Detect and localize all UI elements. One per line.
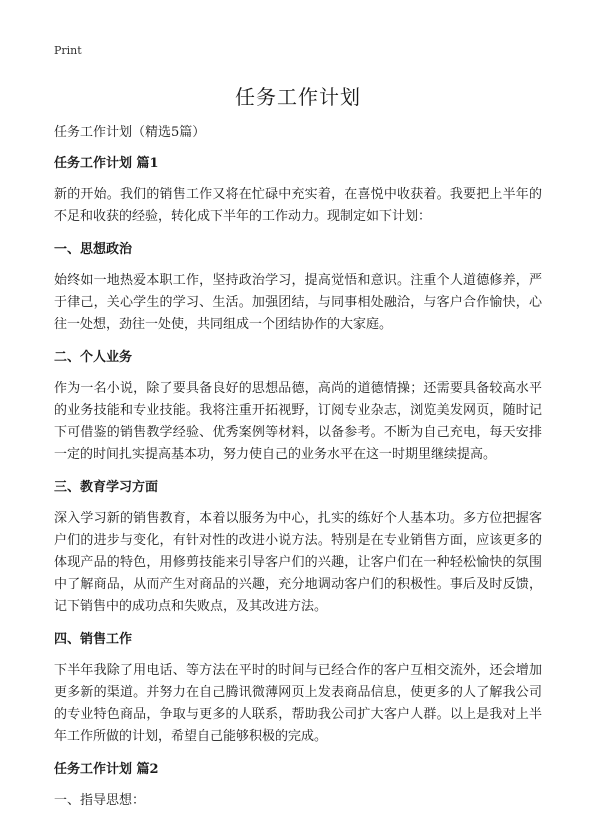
section-heading: 四、销售工作	[54, 632, 133, 647]
document-subtitle: 任务工作计划（精选5篇）	[54, 125, 206, 140]
section-paragraph: 作为一名小说，除了要具备良好的思想品德，高尚的道德情操；还需要具备较高水平的业务技能和专业技能。我将注重开拓视野，订阅专业杂志，浏览美发网页，随时记下可借鉴的销售教学经验、优秀案例等材料，以备参考。不断为自己充电，每天安排一定的时间扎实提高基本功，努力使自己的业务水平在这一时期里继续提高。	[54, 381, 542, 462]
section-paragraph: 下半年我除了用电话、等方法在平时的时间与已经合作的客户互相交流外，还会增加更多新的渠道。并努力在自己腾讯微薄网页上发表商品信息，使更多的人了解我公司的专业特色商品，争取与更多的人联系，帮助我公司扩大客户人群。以上是我对上半年工作所做的计划，希望自己能够积极的完成。	[54, 663, 542, 744]
section-paragraph: 始终如一地热爱本职工作，坚持政治学习，提高觉悟和意识。注重个人道德修养，严于律己，关心学生的学习、生活。加强团结，与同事相处融洽，与客户合作愉快，心往一处想，劲往一处使，共同组成一个团结协作的大家庭。	[54, 273, 542, 332]
section-heading: 一、思想政治	[54, 242, 133, 257]
section-paragraph: 深入学习新的销售教育，本着以服务为中心，扎实的练好个人基本功。多方位把握客户们的进步与变化，有针对性的改进小说方法。特别是在专业销售方面，应该更多的体现产品的特色，用修剪技能来引导客户们的兴趣，让客户们在一种轻松愉快的氛围中了解商品，从而产生对商品的兴趣，充分地调动客户们的积极性。事后及时反馈，记下销售中的成功点和失败点，及其改进方法。	[54, 511, 542, 614]
section-heading: 二、个人业务	[54, 350, 133, 365]
article-2-heading: 任务工作计划 篇2	[54, 762, 159, 777]
article-2-first-line: 一、指导思想：	[54, 793, 146, 808]
intro-paragraph: 新的开始。我们的销售工作又将在忙碌中充实着，在喜悦中收获着。我要把上半年的不足和收获的经验，转化成下半年的工作动力。现制定如下计划：	[54, 187, 542, 224]
section-heading: 三、教育学习方面	[54, 480, 159, 495]
article-1-heading: 任务工作计划 篇1	[54, 156, 159, 171]
page-title: 任务工作计划	[235, 85, 361, 109]
print-label: Print	[54, 44, 82, 57]
